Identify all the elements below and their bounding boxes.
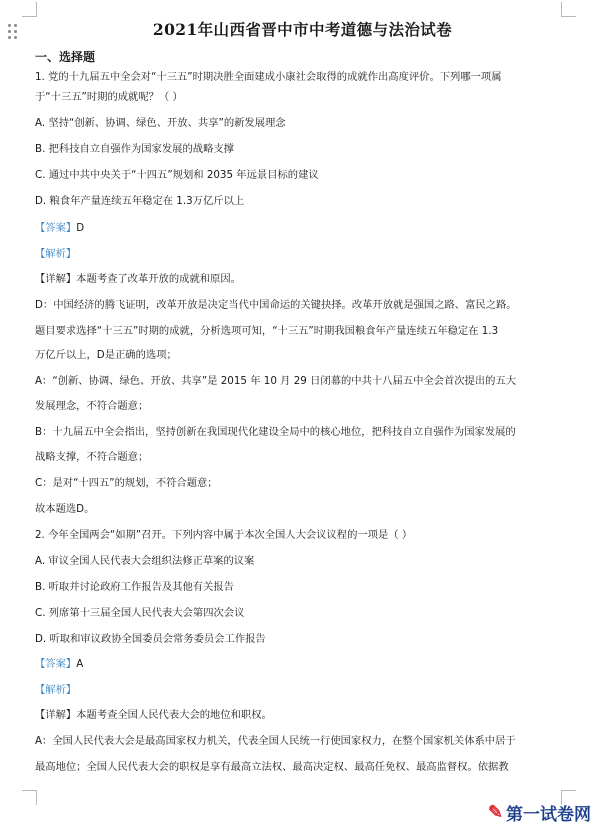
question-1-option-d: D. 粮食年产量连续五年稳定在 1.3万亿斤以上 bbox=[35, 195, 245, 207]
question-1-detail-line: 战略支撑，不符合题意； bbox=[35, 451, 149, 463]
site-watermark bbox=[488, 800, 591, 825]
question-1 bbox=[35, 71, 570, 516]
question-2-stem-line: 2. 今年全国两会“如期”召开。下列内容中属于本次全国人大会议议程的一项是（ ） bbox=[35, 529, 413, 541]
question-2-answer bbox=[35, 658, 570, 671]
question-1-detail-line: 发展理念，不符合题意； bbox=[35, 400, 149, 412]
page-corner-mark-top-left bbox=[22, 2, 37, 17]
question-2-analysis-label: 【解析】 bbox=[35, 684, 77, 696]
question-1-detail-line: D：中国经济的腾飞证明，改革开放是决定当代中国命运的关键抉择。改革开放就是强国之路、富民之路。 bbox=[35, 299, 517, 311]
question-1-answer bbox=[35, 222, 570, 235]
question-2-option-a: A. 审议全国人民代表大会组织法修正草案的议案 bbox=[35, 555, 255, 567]
question-2-detail-line: 【详解】本题考查全国人民代表大会的地位和职权。 bbox=[35, 709, 272, 721]
question-1-option-a: A. 坚持“创新、协调、绿色、开放、共享”的新发展理念 bbox=[35, 117, 286, 129]
document-title: 2021年山西省晋中市中考道德与法治试卷 bbox=[152, 20, 453, 39]
document-body bbox=[35, 18, 570, 774]
question-1-stem-line: 于“十三五”时期的成就呢？（ ） bbox=[35, 91, 183, 103]
answer-value: A bbox=[76, 658, 84, 670]
question-1-detail-line: A：“创新、协调、绿色、开放、共享”是 2015 年 10 月 29 日闭幕的中共十八届五中全会首次提出的五大 bbox=[35, 375, 517, 387]
question-1-detail-line: 万亿斤以上，D是正确的选项； bbox=[35, 349, 177, 361]
question-1-option-c: C. 通过中共中央关于“十四五”规划和 2035 年远景目标的建议 bbox=[35, 169, 319, 181]
question-1-detail-line: C：是对“十四五”的规划，不符合题意； bbox=[35, 477, 218, 489]
question-1-stem-line: 1. 党的十九届五中全会对“十三五”时期决胜全面建成小康社会取得的成就作出高度评价。下列哪一项属 bbox=[35, 71, 502, 83]
question-1-option-b: B. 把科技自立自强作为国家发展的战略支撑 bbox=[35, 143, 234, 155]
page-corner-mark-top-right bbox=[561, 2, 576, 17]
question-2-detail-line: A：全国人民代表大会是最高国家权力机关，代表全国人民统一行使国家权力，在整个国家机关体系中居于 bbox=[35, 735, 516, 747]
answer-value: D bbox=[76, 222, 85, 234]
question-1-analysis-label: 【解析】 bbox=[35, 248, 77, 260]
answer-label: 【答案】 bbox=[35, 222, 77, 234]
section-heading: 一、选择题 bbox=[35, 50, 96, 64]
question-2-option-c: C. 列席第十三届全国人民代表大会第四次会议 bbox=[35, 607, 245, 619]
question-1-detail-line: B：十九届五中全会指出，坚持创新在我国现代化建设全局中的核心地位，把科技自立自强作为国家发展的 bbox=[35, 426, 516, 438]
question-2 bbox=[35, 529, 570, 774]
question-1-detail-line: 故本题选D。 bbox=[35, 503, 95, 515]
question-1-detail-line: 【详解】本题考查了改革开放的成就和原因。 bbox=[35, 273, 241, 285]
question-2-option-b: B. 听取并讨论政府工作报告及其他有关报告 bbox=[35, 581, 234, 593]
question-2-option-d: D. 听取和审议政协全国委员会常务委员会工作报告 bbox=[35, 633, 266, 645]
question-1-detail-line: 题目要求选择“十三五”时期的成就，分析选项可知，“十三五”时期我国粮食年产量连续五年稳定在 1.3 bbox=[35, 325, 499, 337]
answer-label: 【答案】 bbox=[35, 658, 77, 670]
question-2-detail-line: 最高地位；全国人民代表大会的职权是享有最高立法权、最高决定权、最高任免权、最高监督权。依据教 bbox=[35, 761, 509, 773]
watermark-text: 第一试卷网 bbox=[506, 805, 591, 825]
drag-handle-icon[interactable] bbox=[8, 24, 18, 42]
watermark-logo-icon: ✎ bbox=[487, 802, 503, 823]
page-corner-mark-bottom-left bbox=[22, 790, 37, 805]
